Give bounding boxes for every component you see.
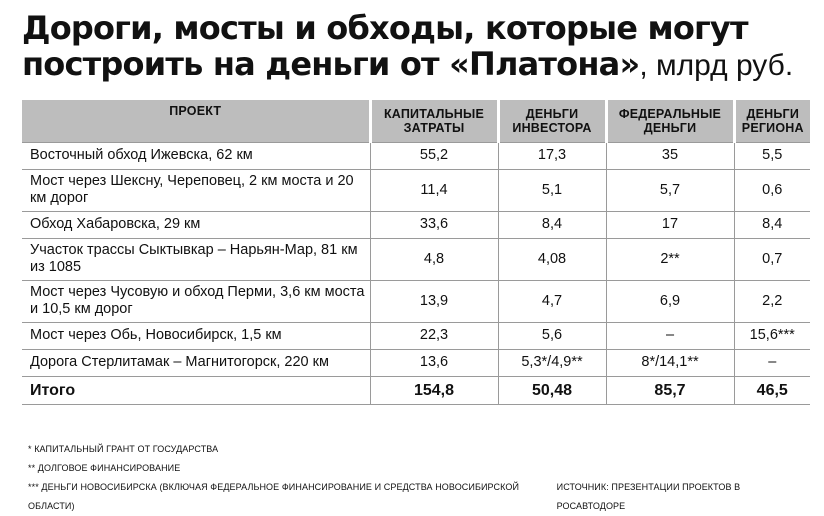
table-header-row [22,100,810,142]
total-capital-costs: 154,8 [370,376,498,404]
region-money-cell: 0,7 [734,238,810,280]
region-money-cell: – [734,349,810,376]
investor-money-cell: 4,7 [498,280,606,322]
header-capital-costs: КАПИТАЛЬНЫЕ ЗАТРАТЫ [370,100,498,142]
federal-money-cell: 8*/14,1** [606,349,734,376]
footnote-1: * КАПИТАЛЬНЫЙ ГРАНТ ОТ ГОСУДАРСТВА [28,444,219,454]
total-investor-money: 50,48 [498,376,606,404]
project-name: Дорога Стерлитамак – Магнитогорск, 220 км [22,349,370,376]
region-money-cell: 8,4 [734,211,810,238]
table-row [22,349,810,376]
investor-money-cell: 5,1 [498,169,606,211]
header-region-money: ДЕНЬГИ РЕГИОНА [734,100,810,142]
project-name: Мост через Обь, Новосибирск, 1,5 км [22,322,370,349]
table-row [22,211,810,238]
header-federal-money: ФЕДЕРАЛЬНЫЕ ДЕНЬГИ [606,100,734,142]
project-name: Восточный обход Ижевска, 62 км [22,142,370,169]
project-name: Обход Хабаровска, 29 км [22,211,370,238]
region-money-cell: 15,6*** [734,322,810,349]
federal-money-cell: 6,9 [606,280,734,322]
footnotes [28,440,818,516]
region-money-cell: 0,6 [734,169,810,211]
project-name: Мост через Чусовую и обход Перми, 3,6 км моста и 10,5 км дорог [22,280,370,322]
footnote-3: *** ДЕНЬГИ НОВОСИБИРСКА (ВКЛЮЧАЯ ФЕДЕРАЛЬНОЕ ФИНАНСИРОВАНИЕ И СРЕДСТВА НОВОСИБИРСКОЙ ОБЛАСТИ) [28,482,520,511]
federal-money-cell: – [606,322,734,349]
investor-money-cell: 5,6 [498,322,606,349]
investor-money-cell: 4,08 [498,238,606,280]
title-text: Дороги, мосты и обходы, которые могут построить на деньги от «Платона» [22,9,748,83]
total-region-money: 46,5 [734,376,810,404]
page-title [22,10,812,84]
capital-costs-cell: 55,2 [370,142,498,169]
title-unit: , млрд руб. [639,49,794,82]
footnote-2: ** ДОЛГОВОЕ ФИНАНСИРОВАНИЕ [28,463,181,473]
table-row [22,142,810,169]
project-name: Мост через Шексну, Череповец, 2 км моста и 20 км дорог [22,169,370,211]
table-row [22,280,810,322]
capital-costs-cell: 13,6 [370,349,498,376]
capital-costs-cell: 13,9 [370,280,498,322]
source-note: ИСТОЧНИК: ПРЕЗЕНТАЦИИ ПРОЕКТОВ В РОСАВТОДОРЕ [556,482,741,511]
capital-costs-cell: 33,6 [370,211,498,238]
total-federal-money: 85,7 [606,376,734,404]
federal-money-cell: 5,7 [606,169,734,211]
region-money-cell: 5,5 [734,142,810,169]
capital-costs-cell: 11,4 [370,169,498,211]
project-name: Участок трассы Сыктывкар – Нарьян-Мар, 81 км из 1085 [22,238,370,280]
total-label: Итого [22,376,370,404]
investor-money-cell: 5,3*/4,9** [498,349,606,376]
table-row [22,169,810,211]
table-row [22,322,810,349]
capital-costs-cell: 4,8 [370,238,498,280]
region-money-cell: 2,2 [734,280,810,322]
federal-money-cell: 2** [606,238,734,280]
table-row [22,238,810,280]
federal-money-cell: 35 [606,142,734,169]
projects-table [22,100,810,405]
federal-money-cell: 17 [606,211,734,238]
capital-costs-cell: 22,3 [370,322,498,349]
investor-money-cell: 17,3 [498,142,606,169]
header-investor-money: ДЕНЬГИ ИНВЕСТОРА [498,100,606,142]
footnote-row-3 [28,478,818,516]
header-project: ПРОЕКТ [22,100,370,142]
investor-money-cell: 8,4 [498,211,606,238]
total-row [22,376,810,404]
